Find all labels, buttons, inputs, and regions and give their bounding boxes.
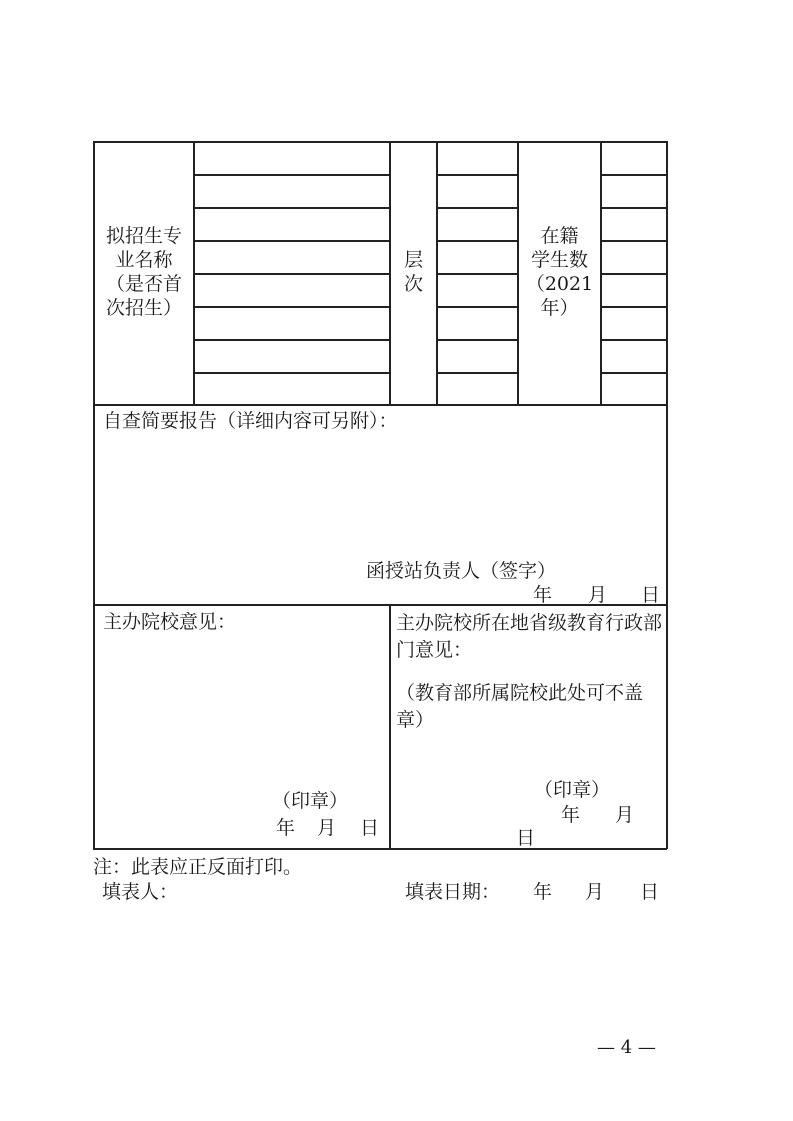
- provincial-opinion-title: 主办院校所在地省级教育行政部门意见：: [396, 612, 663, 661]
- filler-label: 填表人：: [102, 881, 179, 903]
- students-row-line: [600, 306, 666, 308]
- self-check-date-month: 月: [588, 584, 608, 606]
- opinion-column-divider: [389, 604, 391, 849]
- fill-date-day: 日: [640, 881, 660, 903]
- students-row-line: [600, 372, 666, 374]
- level-row-line: [436, 174, 517, 176]
- host-opinion-date-month: 月: [317, 817, 337, 839]
- self-check-section-divider: [93, 604, 667, 606]
- level-row-line: [436, 207, 517, 209]
- enrollment-section-divider: [93, 404, 667, 406]
- page-number: — 4 —: [597, 1037, 656, 1058]
- level-label: 层 次: [403, 249, 423, 295]
- table-bottom-border: [93, 848, 667, 850]
- provincial-opinion-date-month: 月: [615, 804, 635, 826]
- major-row-line: [193, 240, 389, 242]
- students-row-line: [600, 174, 666, 176]
- level-row-line: [436, 372, 517, 374]
- station-head-signature-label: 函授站负责人（签字）: [366, 560, 557, 582]
- print-note: 注：此表应正反面打印。: [93, 856, 303, 878]
- major-row-line: [193, 306, 389, 308]
- students-row-line: [600, 240, 666, 242]
- host-opinion-title: 主办院校意见：: [103, 611, 237, 633]
- students-count-label: 在籍 学生数 （2021 年）: [525, 225, 594, 319]
- major-row-line: [193, 372, 389, 374]
- provincial-opinion-date-year: 年: [561, 804, 581, 826]
- level-row-line: [436, 306, 517, 308]
- host-opinion-date-day: 日: [360, 817, 380, 839]
- provincial-opinion-date-day: 日: [516, 827, 536, 849]
- major-label: 拟招生专 业名称 （是否首 次招生）: [105, 225, 182, 319]
- table-top-border: [93, 141, 667, 143]
- fill-date-month: 月: [585, 881, 605, 903]
- major-row-line: [193, 339, 389, 341]
- self-check-date-year: 年: [533, 584, 553, 606]
- host-opinion-date-year: 年: [276, 817, 296, 839]
- level-row-line: [436, 273, 517, 275]
- level-row-line: [436, 339, 517, 341]
- students-row-line: [600, 273, 666, 275]
- level-row-line: [436, 240, 517, 242]
- table-right-border: [666, 141, 668, 849]
- provincial-opinion-note: （教育部所属院校此处可不盖章）: [396, 682, 644, 731]
- provincial-opinion-seal: （印章）: [534, 779, 611, 801]
- fill-date-label: 填表日期：: [405, 881, 501, 903]
- fill-date-year: 年: [533, 881, 553, 903]
- host-opinion-seal: （印章）: [272, 790, 349, 812]
- major-row-line: [193, 273, 389, 275]
- students-row-line: [600, 207, 666, 209]
- major-row-line: [193, 207, 389, 209]
- self-check-title: 自查简要报告（详细内容可另附）：: [103, 410, 398, 432]
- major-row-line: [193, 174, 389, 176]
- self-check-date-day: 日: [641, 584, 661, 606]
- students-row-line: [600, 339, 666, 341]
